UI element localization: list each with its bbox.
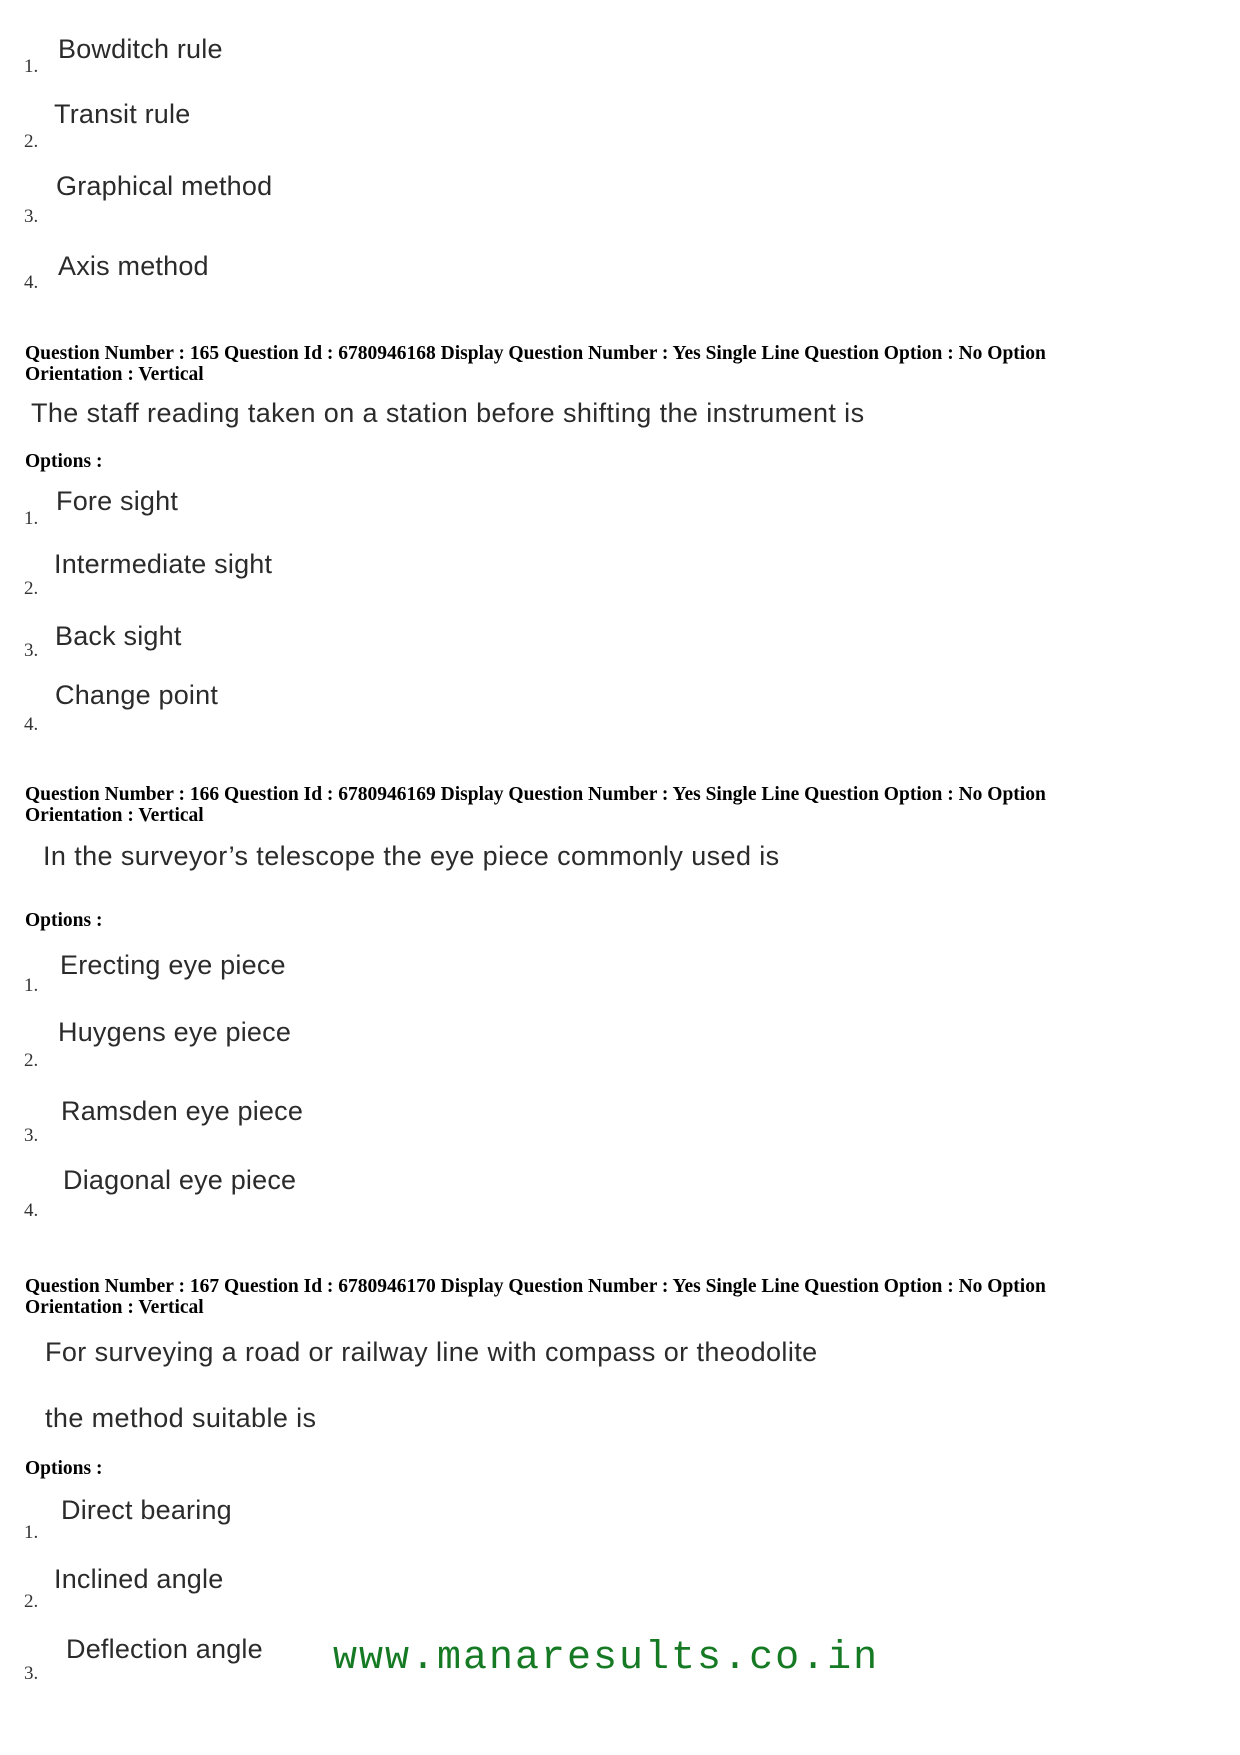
option-text: Axis method: [58, 251, 209, 281]
option-number: 1.: [24, 56, 39, 77]
options-label: Options :: [25, 451, 103, 472]
question-text: the method suitable is: [45, 1403, 317, 1433]
option-number: 3.: [24, 206, 39, 227]
option-number: 3.: [24, 1663, 39, 1684]
option-text: Inclined angle: [54, 1564, 224, 1594]
question-text: The staff reading taken on a station before shifting the instrument is: [31, 398, 865, 428]
option-number: 1.: [24, 1522, 39, 1543]
website-watermark: www.manaresults.co.in: [333, 1636, 880, 1681]
option-number: 4.: [24, 1200, 39, 1221]
option-text: Transit rule: [54, 99, 191, 129]
option-number: 1.: [24, 508, 39, 529]
option-text: Back sight: [55, 621, 182, 651]
option-text: Graphical method: [56, 171, 273, 201]
option-text: Fore sight: [56, 486, 179, 516]
option-number: 2.: [24, 1050, 39, 1071]
option-text: Bowditch rule: [58, 34, 223, 64]
option-text: Ramsden eye piece: [61, 1096, 304, 1126]
option-number: 2.: [24, 131, 39, 152]
question-header-line: Question Number : 166 Question Id : 6780946169 Display Question Number : Yes Single Line Question Option : No Option: [25, 784, 1046, 805]
option-number: 3.: [24, 640, 39, 661]
option-text: Erecting eye piece: [60, 950, 286, 980]
option-text: Diagonal eye piece: [63, 1165, 297, 1195]
option-text: Direct bearing: [61, 1495, 232, 1525]
question-text: In the surveyor’s telescope the eye piece commonly used is: [43, 841, 780, 871]
question-header-line: Question Number : 165 Question Id : 6780946168 Display Question Number : Yes Single Line Question Option : No Option: [25, 343, 1046, 364]
question-header-line: Orientation : Vertical: [25, 364, 204, 385]
option-number: 3.: [24, 1125, 39, 1146]
question-header: [25, 343, 1215, 385]
option-number: 4.: [24, 714, 39, 735]
option-number: 4.: [24, 272, 39, 293]
options-label: Options :: [25, 910, 103, 931]
question-header-line: Orientation : Vertical: [25, 1297, 204, 1318]
option-text: Intermediate sight: [54, 549, 273, 579]
option-number: 2.: [24, 1591, 39, 1612]
option-number: 2.: [24, 578, 39, 599]
question-header-line: Question Number : 167 Question Id : 6780946170 Display Question Number : Yes Single Line Question Option : No Option: [25, 1276, 1046, 1297]
question-header: [25, 1276, 1215, 1318]
option-text: Deflection angle: [66, 1634, 263, 1664]
option-text: Huygens eye piece: [58, 1017, 292, 1047]
question-header: [25, 784, 1215, 826]
question-header-line: Orientation : Vertical: [25, 805, 204, 826]
option-number: 1.: [24, 975, 39, 996]
question-text: For surveying a road or railway line with compass or theodolite: [45, 1337, 818, 1367]
options-label: Options :: [25, 1458, 103, 1479]
option-text: Change point: [55, 680, 219, 710]
